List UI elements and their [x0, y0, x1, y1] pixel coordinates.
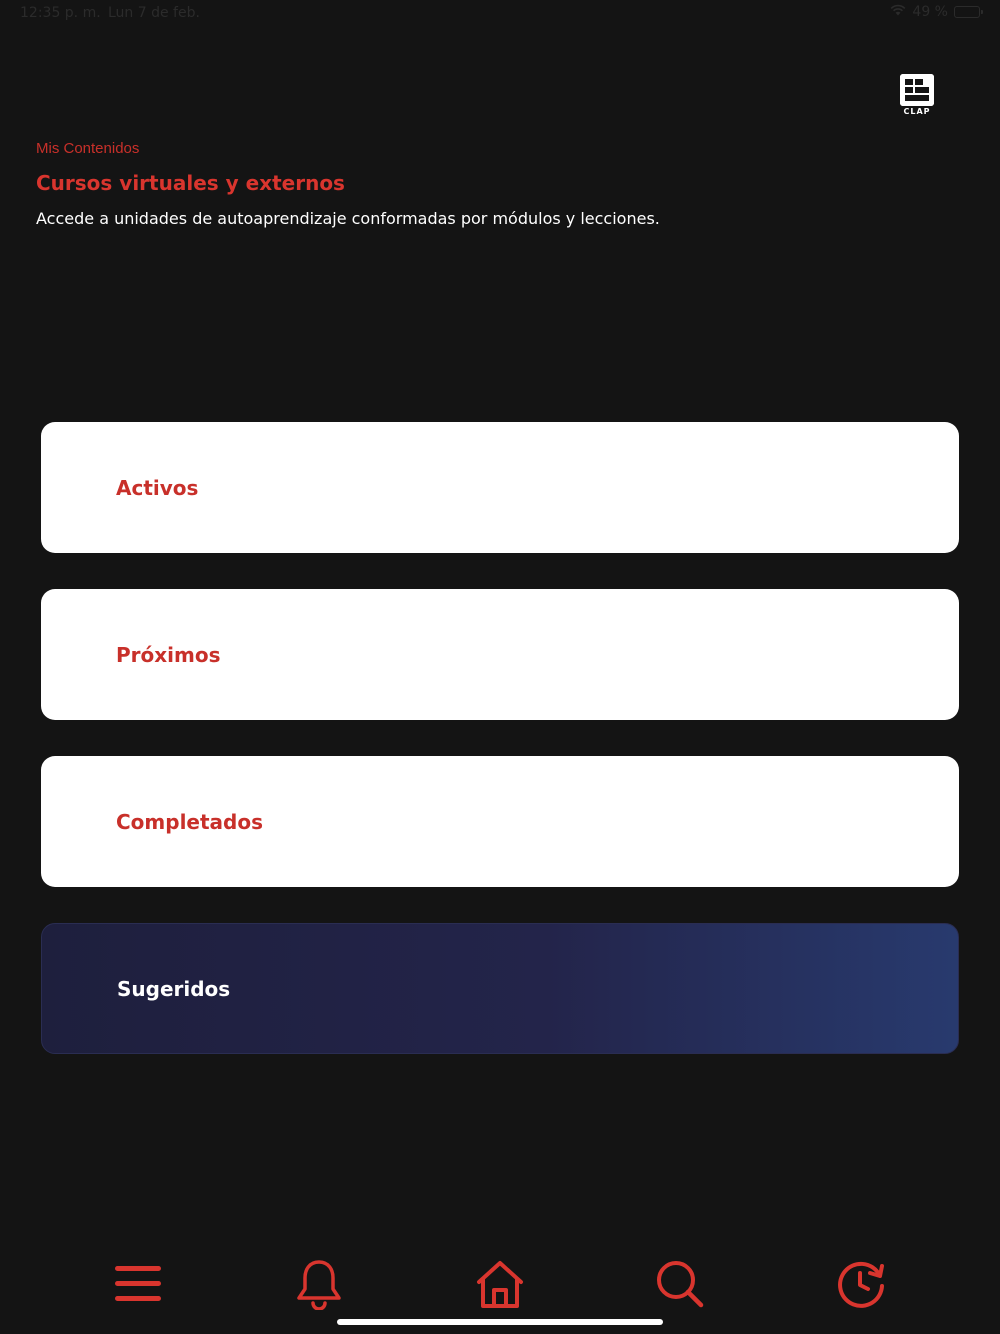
- card-label: Próximos: [116, 642, 221, 667]
- bell-icon: [294, 1258, 344, 1314]
- home-icon: [474, 1258, 526, 1314]
- card-label: Completados: [116, 809, 264, 834]
- notifications-button[interactable]: [291, 1258, 347, 1314]
- card-label: Sugeridos: [117, 976, 231, 1001]
- clap-logo-mark: [900, 74, 934, 106]
- page-description: Accede a unidades de autoaprendizaje conformadas por módulos y lecciones.: [36, 209, 660, 228]
- section-eyebrow: Mis Contenidos: [36, 140, 140, 157]
- card-sugeridos[interactable]: [41, 923, 959, 1054]
- menu-button[interactable]: [110, 1258, 166, 1314]
- card-completados[interactable]: [41, 756, 959, 887]
- page-title: Cursos virtuales y externos: [36, 171, 345, 195]
- status-indicators: [890, 4, 980, 20]
- status-bar: [0, 0, 1000, 26]
- card-proximos[interactable]: [41, 589, 959, 720]
- menu-icon: [114, 1264, 162, 1308]
- battery-icon: [954, 6, 980, 18]
- bottom-nav: [0, 1250, 1000, 1320]
- search-button[interactable]: [652, 1258, 708, 1314]
- card-activos[interactable]: [41, 422, 959, 553]
- battery-percentage: 49 %: [912, 4, 948, 20]
- card-label: Activos: [116, 475, 199, 500]
- status-time: 12:35 p. m.: [20, 5, 101, 21]
- home-indicator[interactable]: [337, 1319, 663, 1325]
- wifi-icon: [890, 4, 906, 20]
- clap-logo: [900, 74, 934, 118]
- status-date: Lun 7 de feb.: [108, 5, 200, 21]
- clap-logo-text: CLAP: [903, 107, 931, 116]
- history-button[interactable]: [833, 1258, 889, 1314]
- home-button[interactable]: [472, 1258, 528, 1314]
- search-icon: [654, 1258, 706, 1314]
- history-icon: [835, 1258, 887, 1314]
